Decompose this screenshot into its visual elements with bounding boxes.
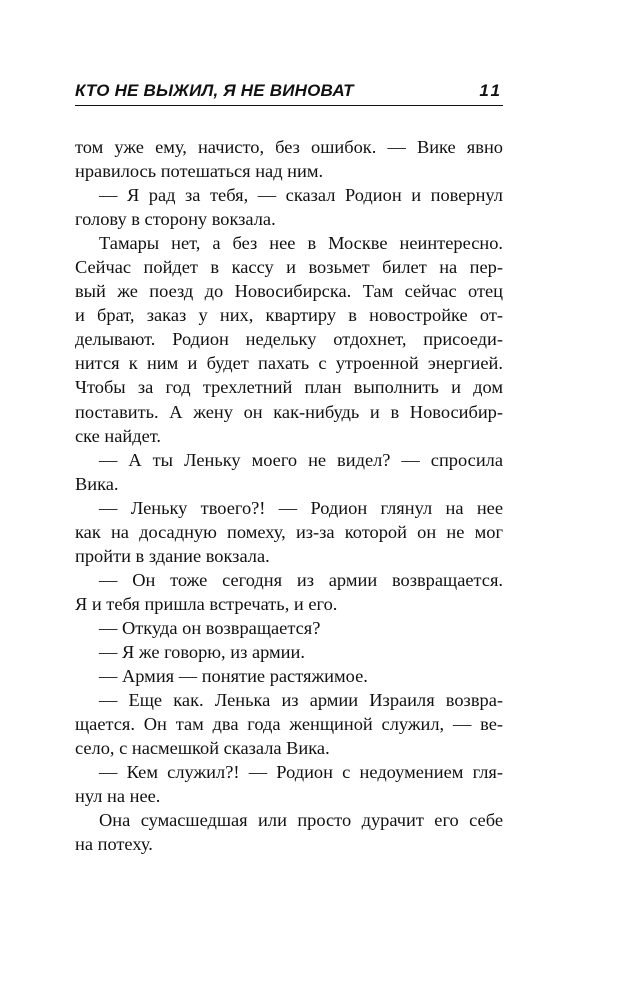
text-line: — Армия — понятие растяжимое. xyxy=(99,666,368,687)
text-line: поставить. А жену он как-нибудь и в Новосибир- xyxy=(75,401,503,422)
text-line: вый же поезд до Новосибирска. Там сейчас отец xyxy=(75,281,503,302)
text-line: Вика. xyxy=(75,473,119,494)
text-line: Сейчас пойдет в кассу и возьмет билет на пер- xyxy=(75,257,503,278)
text-line: как на досадную помеху, из-за которой он не мог xyxy=(75,521,503,542)
text-line: Я и тебя пришла встречать, и его. xyxy=(75,593,338,614)
text-line: Чтобы за год трехлетний план выполнить и дом xyxy=(75,377,503,398)
text-line: и брат, заказ у них, квартиру в новостройке от- xyxy=(75,305,503,326)
text-line: — Он тоже сегодня из армии возвращается. xyxy=(99,569,503,590)
text-line: — Я же говорю, из армии. xyxy=(99,641,305,662)
text-line: ске найдет. xyxy=(75,425,162,446)
text-line: село, с насмешкой сказала Вика. xyxy=(75,738,330,759)
text-line: нравилось потешаться над ним. xyxy=(75,161,324,182)
text-line: — Еще как. Ленька из армии Израиля возвра- xyxy=(99,690,503,711)
text-line: щается. Он там два года женщиной служил, — ве- xyxy=(75,714,503,735)
text-line: нится к ним и будет пахать с утроенной энергией. xyxy=(75,353,503,374)
text-line: — Я рад за тебя, — сказал Родион и повернул xyxy=(99,185,503,206)
running-head xyxy=(75,78,503,104)
text-line: голову в сторону вокзала. xyxy=(75,209,276,230)
text-line: — А ты Леньку моего не видел? — спросила xyxy=(99,449,503,470)
text-line: делывают. Родион недельку отдохнет, присоеди- xyxy=(75,329,503,350)
text-line: — Кем служил?! — Родион с недоумением гля- xyxy=(99,762,503,783)
text-line: Тамары нет, а без нее в Москве неинтересно. xyxy=(99,233,503,254)
page-number: 11 xyxy=(479,81,503,100)
text-line: пройти в здание вокзала. xyxy=(75,545,270,566)
text-line: Она сумасшедшая или просто дурачит его себе xyxy=(99,810,503,831)
text-line: на потеху. xyxy=(75,834,153,855)
text-line: — Леньку твоего?! — Родион глянул на нее xyxy=(99,497,503,518)
header-rule xyxy=(75,105,503,106)
body-text xyxy=(75,135,503,856)
text-line: — Откуда он возвращается? xyxy=(99,617,321,638)
text-line: том уже ему, начисто, без ошибок. — Вике явно xyxy=(75,137,503,157)
text-line: нул на нее. xyxy=(75,786,161,807)
running-title: КТО НЕ ВЫЖИЛ, Я НЕ ВИНОВАТ xyxy=(75,81,354,100)
